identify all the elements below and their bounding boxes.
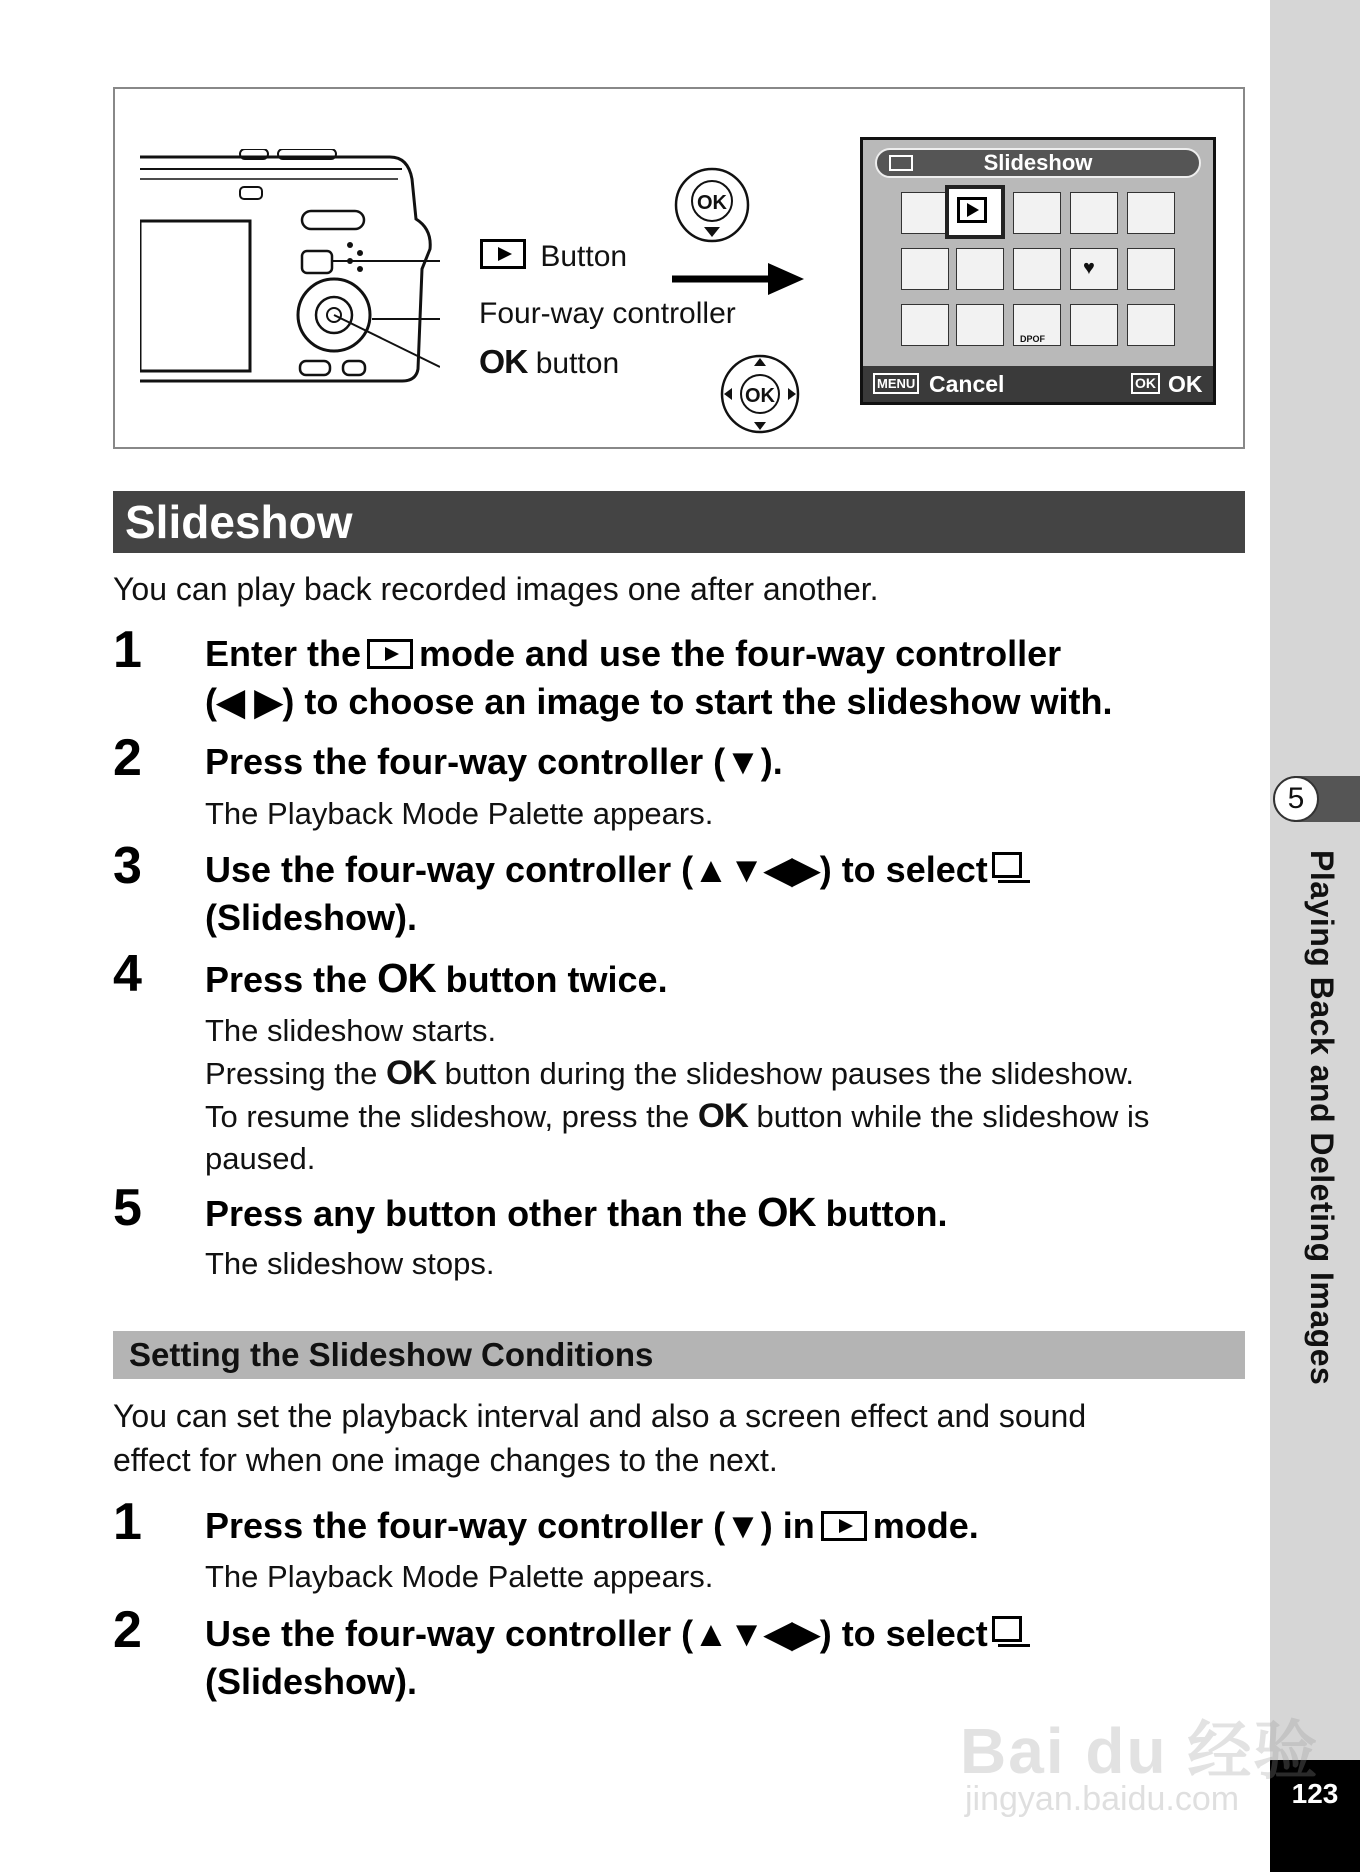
playback-icon bbox=[821, 1511, 867, 1541]
step-body: The Playback Mode Palette appears. bbox=[205, 1559, 714, 1594]
palette-tile-scissors-icon[interactable] bbox=[1013, 248, 1061, 290]
step-body: The slideshow stops. bbox=[205, 1246, 495, 1281]
step-title: Press the four-way controller (▼) in mode. bbox=[205, 1505, 979, 1546]
page-number: 123 bbox=[1270, 1760, 1360, 1872]
palette-tile-image-rotation-icon[interactable] bbox=[901, 192, 949, 234]
palette-footer bbox=[863, 366, 1213, 402]
playback-icon bbox=[480, 239, 526, 269]
step-number: 4 bbox=[113, 945, 142, 1003]
step-title: Press any button other than the OK button. bbox=[205, 1189, 948, 1235]
watermark-url: jingyan.baidu.com bbox=[965, 1780, 1240, 1818]
svg-text:OK: OK bbox=[745, 385, 775, 407]
step-number: 2 bbox=[113, 1601, 142, 1659]
step-number: 2 bbox=[113, 729, 142, 787]
playback-palette-screen bbox=[860, 137, 1216, 405]
palette-tile-resize-icon[interactable] bbox=[1013, 192, 1061, 234]
palette-tile-dpof-icon[interactable] bbox=[1013, 304, 1061, 346]
chapter-title: Playing Back and Deleting Images bbox=[1304, 850, 1340, 1386]
playback-button-label: Button bbox=[480, 239, 627, 274]
palette-tile-filter-icon[interactable] bbox=[956, 248, 1004, 290]
fourway-ok-icon bbox=[720, 354, 804, 438]
palette-tile-protect-icon[interactable] bbox=[956, 304, 1004, 346]
playback-icon bbox=[367, 639, 413, 669]
watermark-logo: Bai du 经验 bbox=[960, 1715, 1320, 1787]
palette-tile-voice-memo-icon[interactable] bbox=[901, 304, 949, 346]
step-body: The Playback Mode Palette appears. bbox=[205, 796, 714, 831]
palette-tile-rotate-icon[interactable] bbox=[901, 248, 949, 290]
chapter-number: 5 bbox=[1273, 776, 1319, 822]
palette-header bbox=[875, 148, 1201, 178]
step-number: 1 bbox=[113, 621, 142, 679]
arrow-right-icon bbox=[668, 257, 808, 301]
step-number: 5 bbox=[113, 1179, 142, 1237]
step-title: Press the four-way controller (▼). bbox=[205, 741, 783, 782]
step-number: 1 bbox=[113, 1493, 142, 1551]
subsection-intro: You can set the playback interval and also a screen effect and sound effect for when one image changes to the next. bbox=[113, 1398, 1087, 1478]
palette-tile-frame-icon[interactable]: ♥ bbox=[1070, 248, 1118, 290]
palette-tile-slideshow-icon[interactable] bbox=[945, 185, 1005, 239]
palette-tile-recover-icon[interactable] bbox=[1070, 304, 1118, 346]
fourway-controller-label: Four-way controller bbox=[479, 297, 736, 330]
step-title: Enter the mode and use the four-way controller (◀ ▶) to choose an image to start the slideshow with. bbox=[205, 633, 1113, 722]
slideshow-icon bbox=[992, 852, 1030, 886]
step-title: Use the four-way controller (▲▼◀▶) to select (Slideshow). bbox=[205, 1610, 1265, 1706]
section-heading: Slideshow bbox=[113, 491, 1245, 553]
step-body: The slideshow starts. Pressing the OK button during the slideshow pauses the slideshow. To resume the slideshow, press the OK button while the slideshow is paused. bbox=[205, 1013, 1150, 1176]
step-title: Use the four-way controller (▲▼◀▶) to select (Slideshow). bbox=[205, 846, 1265, 942]
palette-tile-start-screen-icon[interactable] bbox=[1127, 304, 1175, 346]
palette-tile-copy-icon[interactable] bbox=[1127, 192, 1175, 234]
step-number: 3 bbox=[113, 837, 142, 895]
cancel-label: Cancel bbox=[929, 371, 1005, 397]
ok-down-icon bbox=[672, 165, 756, 249]
menu-key-icon: MENU bbox=[873, 373, 919, 394]
dpof-label: DPOF bbox=[1020, 334, 1046, 344]
ok-button-label: OK button bbox=[479, 344, 620, 381]
palette-title: Slideshow bbox=[983, 150, 1093, 175]
palette-tile-cropping-icon[interactable] bbox=[1070, 192, 1118, 234]
palette-tile-red-eye-icon[interactable] bbox=[1127, 248, 1175, 290]
step-title: Press the OK button twice. bbox=[205, 955, 668, 1001]
slideshow-icon bbox=[992, 1616, 1030, 1650]
svg-text:OK: OK bbox=[697, 192, 727, 214]
subsection-heading: Setting the Slideshow Conditions bbox=[113, 1331, 1245, 1379]
ok-key-icon: OK bbox=[1131, 373, 1160, 394]
ok-label: OK bbox=[1168, 371, 1203, 397]
section-intro: You can play back recorded images one after another. bbox=[113, 571, 879, 607]
camera-illustration bbox=[140, 149, 440, 389]
